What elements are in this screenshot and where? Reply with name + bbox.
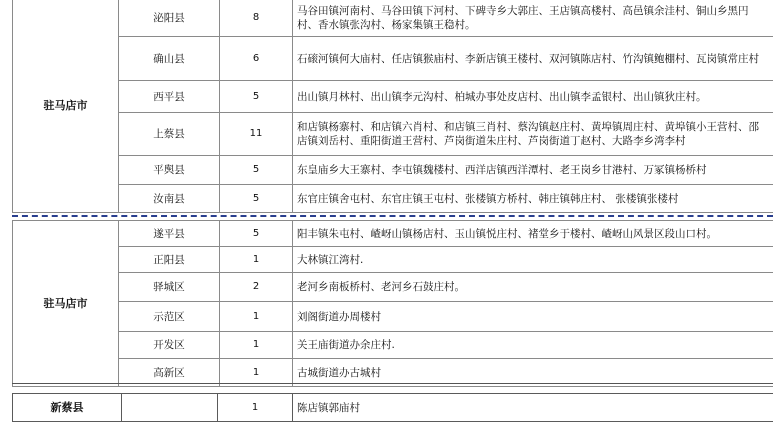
count-cell: 5 [220, 81, 293, 113]
table-row [13, 37, 773, 81]
count-cell: 1 [218, 394, 293, 422]
villages-cell: 和店镇杨寨村、和店镇六肖村、和店镇三肖村、蔡沟镇赵庄村、黄埠镇周庄村、黄埠镇小王营村、邵店镇刘岳村、重阳街道王营村、芦岗街道朱庄村、芦岗街道丁赵村、大路李乡湾李村 [293, 113, 773, 156]
county-cell: 西平县 [119, 81, 220, 113]
city-cell: 驻马店市 [13, 221, 119, 387]
count-cell: 2 [220, 273, 293, 302]
county-cell: 高新区 [119, 359, 220, 387]
villages-cell: 老河乡南板桥村、老河乡石鼓庄村。 [293, 273, 773, 302]
table-row [13, 156, 773, 185]
villages-cell: 阳丰镇朱屯村、嵖岈山镇杨店村、玉山镇悦庄村、褚堂乡于楼村、嵖岈山风景区段山口村。 [293, 221, 773, 247]
count-cell: 5 [220, 221, 293, 247]
city-cell: 驻马店市 [13, 0, 119, 213]
count-cell: 11 [220, 113, 293, 156]
villages-cell: 陈店镇郭庙村 [293, 394, 773, 422]
county-cell: 示范区 [119, 302, 220, 332]
count-cell: 8 [220, 0, 293, 37]
poverty-village-table-section-2 [12, 220, 773, 387]
section-divider [12, 383, 773, 384]
villages-cell: 出山镇月林村、出山镇李元沟村、柏城办事处皮店村、出山镇李孟银村、出山镇狄庄村。 [293, 81, 773, 113]
villages-cell: 石磙河镇何大庙村、任店镇猴庙村、李新店镇王楼村、双河镇陈店村、竹沟镇鲍棚村、瓦岗镇常庄村 [293, 37, 773, 81]
county-cell: 确山县 [119, 37, 220, 81]
county-cell: 正阳县 [119, 247, 220, 273]
county-cell [122, 394, 218, 422]
table-row [13, 332, 773, 359]
county-cell: 开发区 [119, 332, 220, 359]
county-cell: 驿城区 [119, 273, 220, 302]
table-row [13, 0, 773, 37]
villages-cell: 古城街道办古城村 [293, 359, 773, 387]
villages-cell: 刘阁街道办周楼村 [293, 302, 773, 332]
table-row [13, 81, 773, 113]
section-divider-dashed [12, 215, 773, 217]
county-cell: 泌阳县 [119, 0, 220, 37]
villages-cell: 东官庄镇舍屯村、东官庄镇王屯村、张楼镇方桥村、韩庄镇韩庄村、 张楼镇张楼村 [293, 185, 773, 213]
count-cell: 6 [220, 37, 293, 81]
table-row [13, 302, 773, 332]
table-row [13, 273, 773, 302]
county-cell: 上蔡县 [119, 113, 220, 156]
count-cell: 5 [220, 156, 293, 185]
county-cell: 平舆县 [119, 156, 220, 185]
county-cell: 遂平县 [119, 221, 220, 247]
villages-cell: 东皇庙乡大王寨村、李屯镇魏楼村、西洋店镇西洋潭村、老王岗乡甘港村、万冢镇杨桥村 [293, 156, 773, 185]
villages-cell: 关王庙街道办余庄村. [293, 332, 773, 359]
villages-cell: 马谷田镇河南村、马谷田镇下河村、下碑寺乡大郭庄、王店镇高楼村、高邑镇余洼村、铜山乡黑円村、香水镇张沟村、杨家集镇王稳村。 [293, 0, 773, 37]
table-row [13, 221, 773, 247]
county-cell: 汝南县 [119, 185, 220, 213]
city-cell: 新蔡县 [13, 394, 122, 422]
villages-cell: 大林镇江湾村. [293, 247, 773, 273]
poverty-village-table-section-3 [12, 393, 773, 422]
count-cell: 1 [220, 247, 293, 273]
count-cell: 1 [220, 302, 293, 332]
count-cell: 1 [220, 332, 293, 359]
table-row [13, 394, 773, 422]
table-row [13, 185, 773, 213]
count-cell: 1 [220, 359, 293, 387]
table-row [13, 113, 773, 156]
count-cell: 5 [220, 185, 293, 213]
poverty-village-table-section-1 [12, 0, 773, 213]
table-row [13, 247, 773, 273]
